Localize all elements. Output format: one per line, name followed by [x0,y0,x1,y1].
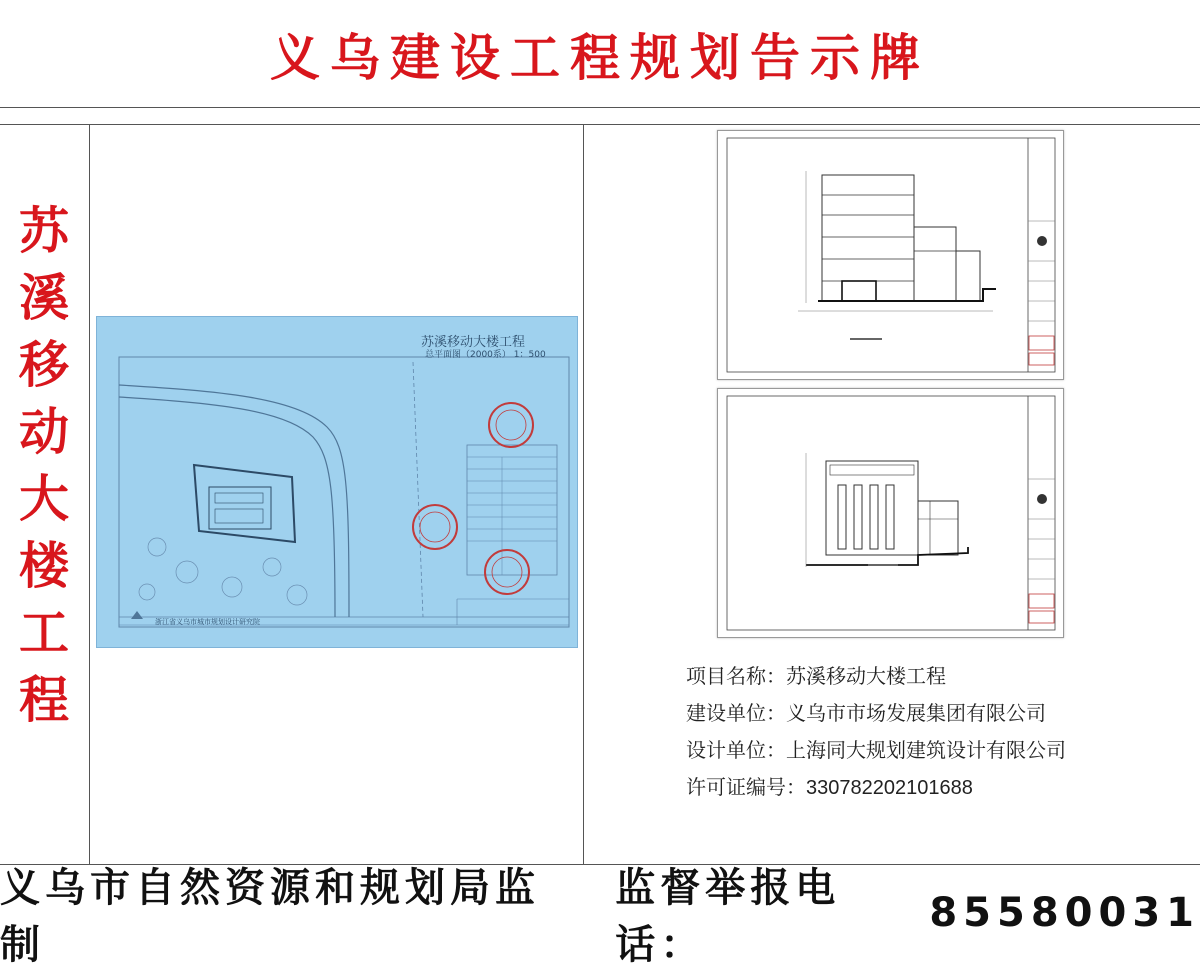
project-vertical-title [10,198,78,734]
info-value: 义乌市市场发展集团有限公司 [786,703,1046,725]
project-title-char: 移 [19,336,69,394]
info-value: 330782202101688 [806,777,973,799]
info-row-project-name [686,662,1066,699]
info-label: 设计单位： [686,740,786,762]
elevation-drawing-sheet [717,388,1064,638]
project-title-char: 动 [19,403,69,461]
site-plan-subtitle: 总平面图（2000系） 1：500 [425,350,546,360]
panel-divider [583,124,584,864]
info-label: 建设单位： [686,703,786,725]
supervising-authority: 义乌市自然资源和规划局监制 [0,865,540,968]
site-plan-title: 苏溪移动大楼工程 [421,335,526,350]
info-row-permit [686,773,1066,810]
project-title-char: 苏 [19,202,69,260]
project-title-char: 程 [19,671,69,729]
site-plan-drawing [96,316,578,648]
side-divider [89,124,90,864]
info-label: 许可证编号： [686,777,806,799]
page-title: 义乌建设工程规划告示牌 [270,29,930,87]
section-drawing-sheet [717,130,1064,380]
section-drawing-graphic [718,131,1063,379]
hotline-number: 85580031 [929,890,1200,936]
project-title-char: 大 [19,470,69,528]
project-info [686,662,1066,810]
hotline-label: 监督举报电话： [615,865,841,968]
project-title-char: 溪 [19,269,69,327]
header-divider-bottom [0,124,1200,125]
info-label: 项目名称： [686,666,786,688]
footer-bar [0,865,1200,968]
site-plan-graphic [97,317,577,647]
elevation-drawing-graphic [718,389,1063,637]
info-row-designer [686,736,1066,773]
info-value: 上海同大规划建筑设计有限公司 [786,740,1066,762]
project-title-char: 楼 [19,537,69,595]
info-value: 苏溪移动大楼工程 [786,666,946,688]
site-plan-institute: 浙江省义乌市城市规划设计研究院 [155,618,260,626]
project-title-char: 工 [19,604,69,662]
info-row-developer [686,699,1066,736]
